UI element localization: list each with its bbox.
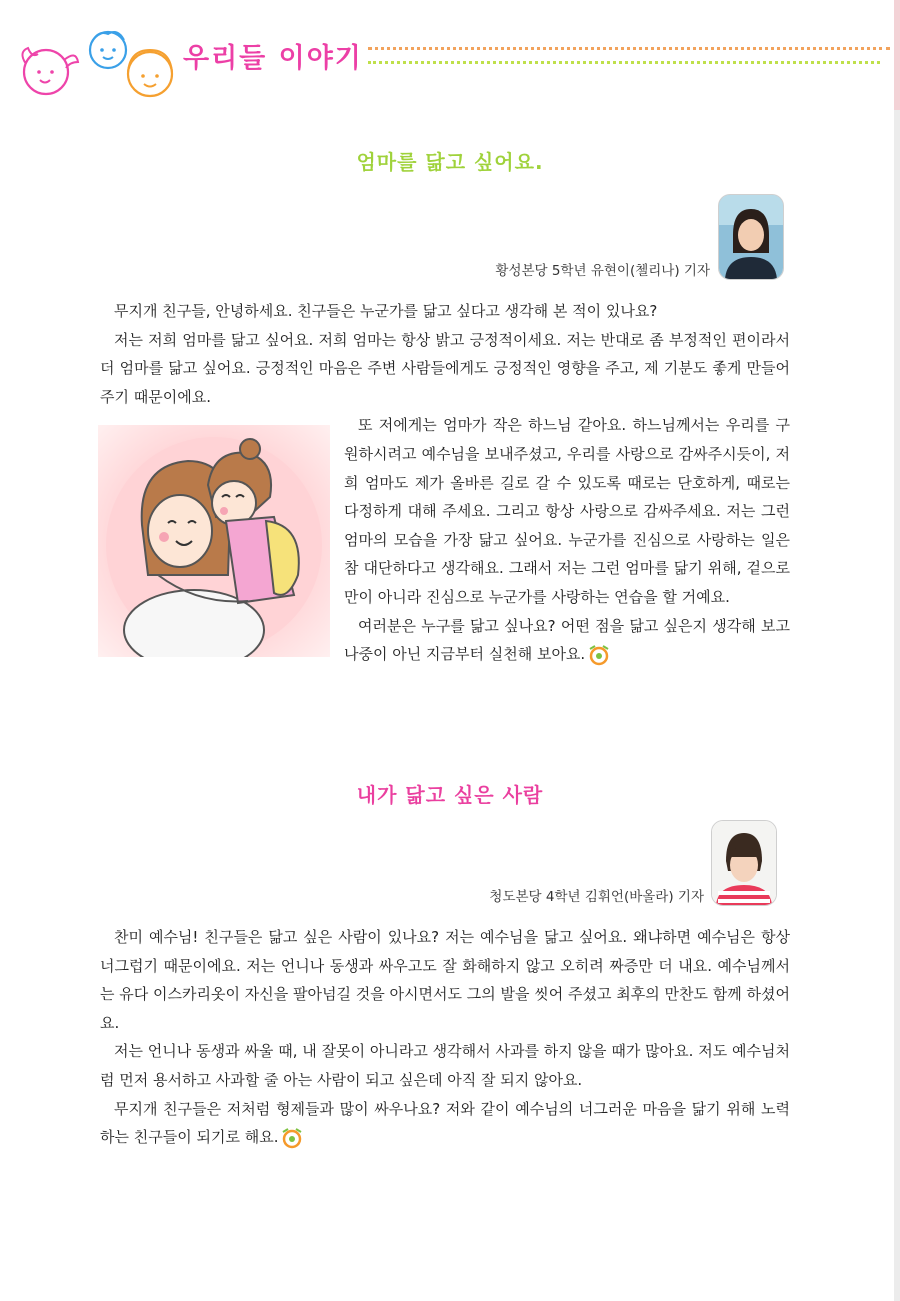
paragraph: 무지개 친구들, 안녕하세요. 친구들은 누군가를 닮고 싶다고 생각해 본 적이 있나요?	[114, 302, 658, 320]
paragraph: 저는 언니나 동생과 싸울 때, 내 잘못이 아니라고 생각해서 사과를 하지 않을 때가 많아요. 저도 예수님처럼 먼저 용서하고 사과할 줄 아는 사람이 되고 싶은데 아직 잘 되지 않아요.	[100, 1042, 790, 1089]
story-title: 엄마를 닮고 싶어요.	[356, 150, 544, 174]
dotted-rule-orange	[368, 47, 890, 50]
paragraph-text: 여러분은 누구를 닮고 싶나요? 어떤 점을 닮고 싶은지 생각해 보고 나중이 아닌 지금부터 실천해 보아요.	[344, 616, 790, 664]
paragraph-last	[100, 1095, 790, 1152]
page-edge-strip	[894, 0, 900, 1301]
kids-faces-icon	[14, 24, 184, 102]
paragraph: 저는 저희 엄마를 닮고 싶어요. 저희 엄마는 항상 밝고 긍정적이세요. 저는 반대로 좀 부정적인 편이라서 더 엄마를 닮고 싶어요. 긍정적인 마음은 주변 사람들에게도 긍정적인 영향을 주고, 제 기분도 좋게 만들어 주기 때문이에요.	[100, 330, 790, 406]
end-mark-icon	[280, 1127, 304, 1149]
end-mark-icon	[587, 644, 611, 666]
dotted-rule-green	[368, 61, 880, 64]
section-title: 우리들 이야기	[183, 43, 363, 74]
reporter-byline: 황성본당 5학년 유현이(첼리나) 기자	[495, 263, 710, 279]
reporter-byline: 청도본당 4학년 김휘언(바올라) 기자	[489, 889, 704, 905]
story-body	[100, 297, 790, 669]
paragraph: 찬미 예수님! 친구들은 닮고 싶은 사람이 있나요? 저는 예수님을 닮고 싶어요. 왜냐하면 예수님은 항상 너그럽기 때문이에요. 저는 언니나 동생과 싸우고도 잘 화해하지 않고 오히려 짜증만 더 내요. 예수님께서는 유다 이스카리옷이 자신을 팔아넘길 것을 아시면서도 그의 발을 씻어 주셨고 최후의 만찬도 함께 하셨어요.	[100, 928, 790, 1032]
paragraph: 또 저에게는 엄마가 작은 하느님 같아요. 하느님께서는 우리를 구원하시려고 예수님을 보내주셨고, 우리를 사랑으로 감싸주시듯이, 저희 엄마도 제가 올바른 길로 갈 수 있도록 때로는 단호하게, 때로는 다정하게 대해 주세요. 그리고 항상 사랑으로 감싸주세요. 저는 그런 엄마의 모습을 가장 닮고 싶어요. 누군가를 진심으로 사랑하는 일은 참 대단하다고 생각해요. 그래서 저는 그런 엄마를 닮기 위해, 겉으로만이 아니라 진심으로 누군가를 사랑하는 연습을 할 거예요.	[344, 416, 790, 606]
section-header	[0, 0, 900, 110]
mother-hugging-child-illustration	[98, 425, 330, 657]
reporter-photo	[718, 194, 784, 280]
story-title: 내가 닮고 싶은 사람	[356, 783, 544, 807]
story-body	[100, 923, 790, 1152]
reporter-photo	[711, 820, 777, 906]
paragraph-text: 무지개 친구들은 저처럼 형제들과 많이 싸우나요? 저와 같이 예수님의 너그러운 마음을 닮기 위해 노력하는 친구들이 되기로 해요.	[100, 1099, 790, 1147]
